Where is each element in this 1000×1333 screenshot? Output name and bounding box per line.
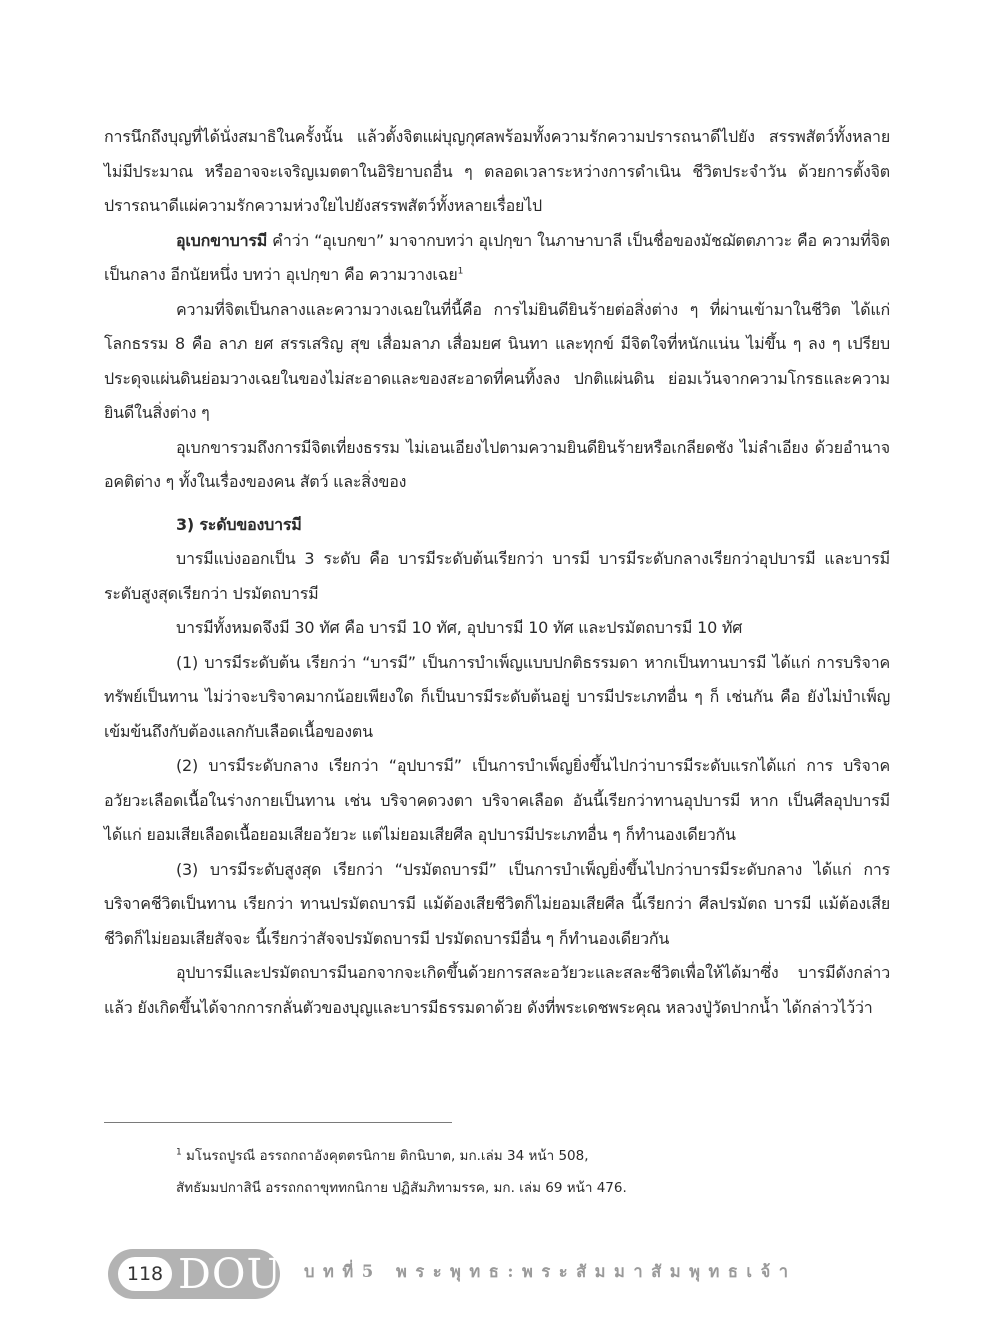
page-footer xyxy=(108,1245,908,1303)
paragraph-thirty-perfections: บารมีทั้งหมดจึงมี 30 ทัศ คือ บารมี 10 ทัศ, อุปบารมี 10 ทัศ และปรมัตถบารมี 10 ทัศ xyxy=(176,618,743,637)
upekkha-definition-text: คำว่า “อุเบกขา” มาจากบทว่า อุเปกฺขา ในภาษาบาลี เป็นชื่อของมัชฌัตตภาวะ คือ ความที่จิตเป็นกลาง อีกนัยหนึ่ง บทว่า อุเปกฺขา คือ ความวางเฉย xyxy=(104,230,890,284)
footnote-mark-1: 1 xyxy=(176,1147,182,1158)
paragraph-three-levels: บารมีแบ่งออกเป็น 3 ระดับ คือ บารมีระดับต้นเรียกว่า บารมี บารมีระดับกลางเรียกว่าอุปบารมี และบารมีระดับสูงสุดเรียกว่า ปรมัตถบารมี xyxy=(104,549,890,603)
footnote-divider xyxy=(104,1122,452,1123)
footnote-1 xyxy=(176,1140,896,1172)
paragraph-level-3: (3) บารมีระดับสูงสุด เรียกว่า “ปรมัตถบารมี” เป็นการบำเพ็ญยิ่งขึ้นไปกว่าบารมีระดับกลาง ได้แก่ การบริจาคชีวิตเป็นทาน เรียกว่า ทานปรมัตถบารมี แม้ต้องเสียชีวิตก็ไม่ยอมเสียศีล นี้เรียกว่า ศีลปรมัตถ บารมี แม้ต้องเสียชีวิตก็ไม่ยอมเสียสัจจะ นี้เรียกว่าสัจจปรมัตถบารมี ปรมัตถบารมีอื่น ๆ ก็ทำนองเดียวกัน xyxy=(104,859,890,948)
footnote-1-line-1: มโนรถปูรณี อรรถกถาอังคุตตรนิกาย ติกนิบาต, มก.เล่ม 34 หน้า 508, xyxy=(181,1148,589,1164)
upekkha-term: อุเบกขาบารมี xyxy=(176,230,268,250)
main-body xyxy=(104,120,890,1025)
footnotes xyxy=(176,1140,896,1204)
section-heading-levels: 3) ระดับของบารมี xyxy=(176,514,302,534)
page-number: 118 xyxy=(118,1257,172,1291)
dou-logo: DOU xyxy=(178,1250,283,1298)
paragraph-metta-continuation: การนึกถึงบุญที่ได้นั่งสมาธิในครั้งนั้น แล้วตั้งจิตแผ่บุญกุศลพร้อมทั้งความรักความปรารถนาดีไปยัง สรรพสัตว์ทั้งหลายไม่มีประมาณ หรืออาจจะเจริญเมตตาในอิริยาบถอื่น ๆ ตลอดเวลาระหว่างการดำเนิน ชีวิตประจำวัน ด้วยการตั้งจิตปรารถนาดีแผ่ความรักความห่วงใยไปยังสรรพสัตว์ทั้งหลายเรื่อยไป xyxy=(104,127,890,215)
footnote-1-line-2: สัทธัมมปกาสินี อรรถกถาขุททกนิกาย ปฏิสัมภิทามรรค, มก. เล่ม 69 หน้า 476. xyxy=(176,1180,627,1196)
paragraph-upekkha-impartiality: อุเบกขารวมถึงการมีจิตเที่ยงธรรม ไม่เอนเอียงไปตามความยินดียินร้ายหรือเกลียดชัง ไม่ลำเอียง ด้วยอำนาจอคติต่าง ๆ ทั้งในเรื่องของคน สัตว์ และสิ่งของ xyxy=(104,437,890,491)
paragraph-level-2: (2) บารมีระดับกลาง เรียกว่า “อุปบารมี” เป็นการบำเพ็ญยิ่งขึ้นไปกว่าบารมีระดับแรกได้แก่ การ บริจาคอวัยวะเลือดเนื้อในร่างกายเป็นทาน เช่น บริจาคดวงตา บริจาคเลือด อันนี้เรียกว่าทานอุปบารมี หาก เป็นศีลอุปบารมี ได้แก่ ยอมเสียเลือดเนื้อยอมเสียอวัยวะ แต่ไม่ยอมเสียศีล อุปบารมีประเภทอื่น ๆ ก็ทำนองเดียวกัน xyxy=(104,756,890,844)
footnote-reference-1: 1 xyxy=(457,266,464,277)
paragraph-upa-paramattha: อุปบารมีและปรมัตถบารมีนอกจากจะเกิดขึ้นด้วยการสละอวัยวะและสละชีวิตเพื่อให้ได้มาซึ่ง บารมีดังกล่าวแล้ว ยังเกิดขึ้นได้จากการกลั่นตัวของบุญและบารมีธรรมดาด้วย ดังที่พระเดชพระคุณ หลวงปู่วัดปากน้ำ ได้กล่าวไว้ว่า xyxy=(104,963,890,1017)
paragraph-upekkha-definition xyxy=(104,224,890,293)
paragraph-level-1: (1) บารมีระดับต้น เรียกว่า “บารมี” เป็นการบำเพ็ญแบบปกติธรรมดา หากเป็นทานบารมี ได้แก่ การบริจาคทรัพย์เป็นทาน ไม่ว่าจะบริจาคมากน้อยเพียงใด ก็เป็นบารมีระดับต้นอยู่ บารมีประเภทอื่น ๆ ก็ เช่นกัน คือ ยังไม่บำเพ็ญเข้มข้นถึงกับต้องแลกกับเลือดเนื้อของตน xyxy=(104,652,890,741)
page-number-badge xyxy=(108,1249,283,1299)
paragraph-equanimity-meaning: ความที่จิตเป็นกลางและความวางเฉยในที่นี้คือ การไม่ยินดียินร้ายต่อสิ่งต่าง ๆ ที่ผ่านเข้ามาในชีวิต ได้แก่ โลกธรรม 8 คือ ลาภ ยศ สรรเสริญ สุข เสื่อมลาภ เสื่อมยศ นินทา และทุกข์ มีจิตใจที่หนักแน่น ไม่ขึ้น ๆ ลง ๆ เปรียบประดุจแผ่นดินย่อมวางเฉยในของไม่สะอาดและของสะอาดที่คนทิ้งลง ปกติแผ่นดิน ย่อมเว้นจากความโกรธและความยินดีในสิ่งต่าง ๆ xyxy=(104,299,890,422)
chapter-title: บทที่5 พระพุทธ:พระสัมมาสัมพุทธเจ้า xyxy=(304,1262,797,1281)
